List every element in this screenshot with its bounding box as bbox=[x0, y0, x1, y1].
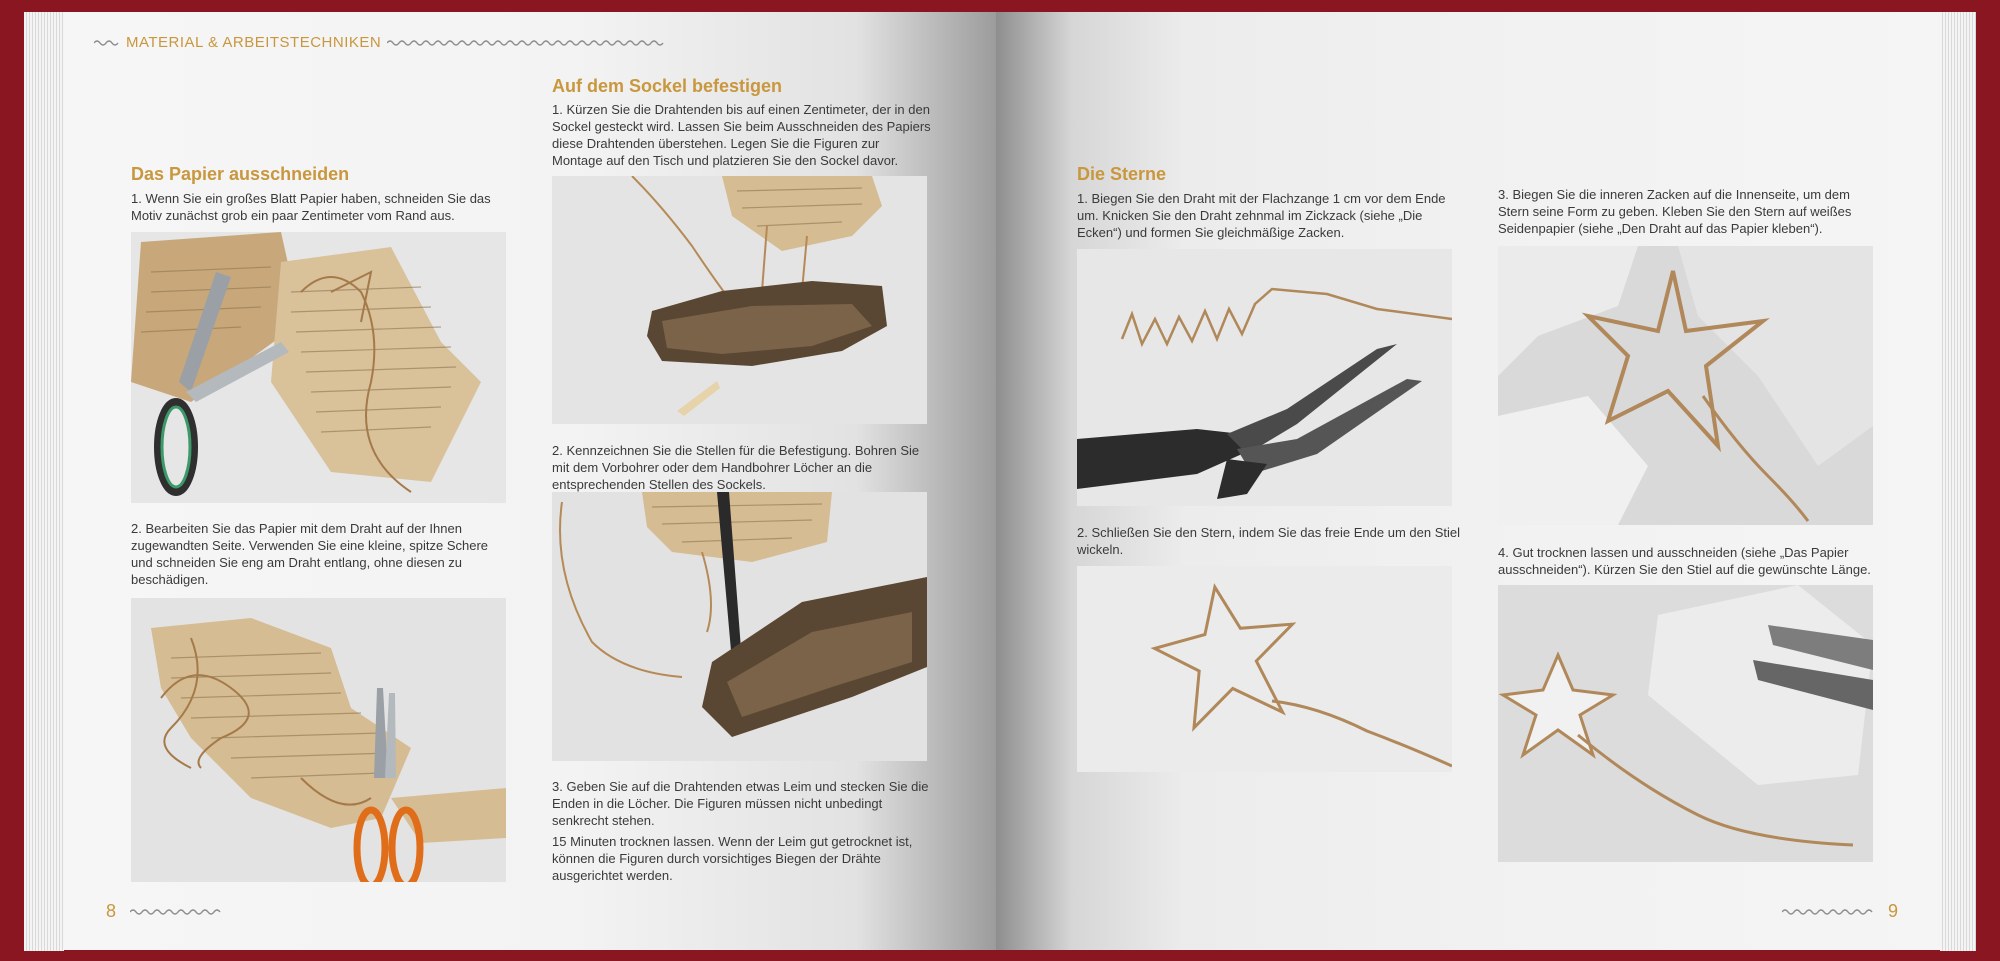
photo-cut-out-star bbox=[1498, 585, 1873, 862]
step-text: 2. Bearbeiten Sie das Papier mit dem Draht auf der Ihnen zugewandten Seite. Verwenden Sie eine kleine, spitze Schere und schneiden Sie eng am Draht entlang, ohne diesen zu beschädigen. bbox=[131, 521, 489, 587]
photo-cutting-paper bbox=[131, 232, 506, 503]
wave-ornament-icon bbox=[387, 39, 667, 47]
page-edges-left bbox=[24, 12, 64, 951]
right-page bbox=[996, 12, 1940, 950]
wave-ornament-icon bbox=[94, 39, 120, 47]
step-text: 2. Schließen Sie den Stern, indem Sie das freie Ende um den Stiel wickeln. bbox=[1077, 525, 1460, 557]
heading-sockel-befestigen: Auf dem Sockel befestigen bbox=[552, 76, 783, 96]
step-text: 1. Kürzen Sie die Drahtenden bis auf einen Zentimeter, der in den Sockel gesteckt wird. Lassen Sie beim Ausschneiden des Papiers diese Drahtenden überstehen. Legen Sie die Figuren zur Montage auf den Tisch und platzieren Sie den Sockel davor. bbox=[552, 102, 931, 168]
page-number: 8 bbox=[106, 901, 117, 921]
photo-zigzag-wire-pliers bbox=[1077, 249, 1452, 506]
heading-die-sterne: Die Sterne bbox=[1077, 164, 1167, 184]
left-page bbox=[64, 12, 996, 950]
photo-cutting-along-wire bbox=[131, 598, 506, 882]
page-number-right bbox=[1782, 901, 1898, 922]
step-text: 1. Wenn Sie ein großes Blatt Papier haben, schneiden Sie das Motiv zunächst grob ein paar Zentimeter vom Rand aus. bbox=[131, 191, 491, 223]
wave-ornament-icon bbox=[130, 908, 222, 916]
wave-ornament-icon bbox=[1782, 908, 1874, 916]
step-text: 15 Minuten trocknen lassen. Wenn der Leim gut getrocknet ist, können die Figuren durch vorsichtiges Biegen der Drähte ausgerichtet werden. bbox=[552, 834, 913, 883]
photo-star-on-tissue bbox=[1498, 246, 1873, 525]
running-head bbox=[94, 34, 667, 51]
step-text: 4. Gut trocknen lassen und ausschneiden (siehe „Das Papier ausschneiden“). Kürzen Sie den Stiel auf die gewünschte Länge. bbox=[1498, 545, 1871, 577]
page-number-left bbox=[106, 901, 222, 922]
heading-papier-ausschneiden: Das Papier ausschneiden bbox=[131, 164, 350, 184]
photo-closed-star bbox=[1077, 566, 1452, 772]
running-head-text: MATERIAL & ARBEITSTECHNIKEN bbox=[126, 34, 382, 51]
step-text: 2. Kennzeichnen Sie die Stellen für die Befestigung. Bohren Sie mit dem Vorbohrer oder dem Handbohrer Löcher an die entsprechenden Stellen des Sockels. bbox=[552, 443, 920, 492]
step-text: 3. Biegen Sie die inneren Zacken auf die Innenseite, um dem Stern seine Form zu geben. Kleben Sie den Stern auf weißes Seidenpapier (siehe „Den Draht auf das Papier kleben“). bbox=[1498, 187, 1852, 236]
photo-drilling-base bbox=[552, 492, 927, 761]
photo-figures-on-base bbox=[552, 176, 927, 424]
page-number: 9 bbox=[1888, 901, 1899, 921]
page-edges-right bbox=[1940, 12, 1976, 951]
step-text: 3. Geben Sie auf die Drahtenden etwas Leim und stecken Sie die Enden in die Löcher. Die Figuren müssen nicht unbedingt senkrecht stehen. bbox=[552, 779, 929, 828]
step-text: 1. Biegen Sie den Draht mit der Flachzange 1 cm vor dem Ende um. Knicken Sie den Draht zehnmal im Zickzack (siehe „Die Ecken“) und formen Sie gleichmäßige Zacken. bbox=[1077, 191, 1446, 240]
